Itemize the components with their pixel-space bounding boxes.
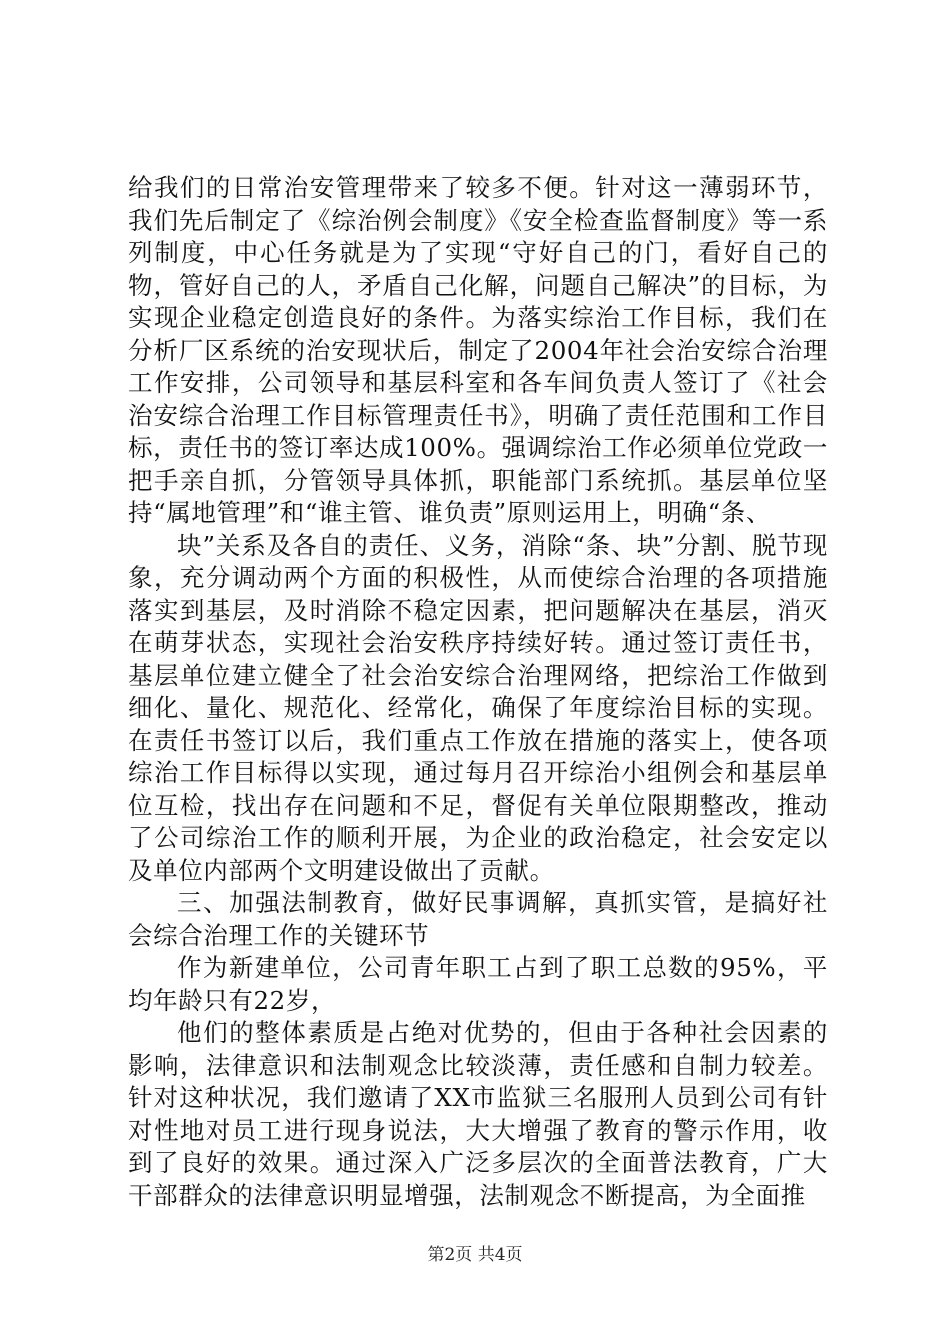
document-body [128,172,828,1212]
paragraph-1: 给我们的日常治安管理带来了较多不便。针对这一薄弱环节，我们先后制定了《综治例会制度》《安全检查监督制度》等一系列制度，中心任务就是为了实现“守好自己的门，看好自己的物，管好自己的人，矛盾自己化解，问题自己解决”的目标，为实现企业稳定创造良好的条件。为落实综治工作目标，我们在分析厂区系统的治安现状后，制定了2004年社会治安综合治理工作安排，公司领导和基层科室和各车间负责人签订了《社会治安综合治理工作目标管理责任书》，明确了责任范围和工作目标，责任书的签订率达成100%。强调综治工作必须单位党政一把手亲自抓，分管领导具体抓，职能部门系统抓。基层单位坚持“属地管理”和“谁主管、谁负责”原则运用上，明确“条、 [128,173,828,527]
paragraph-4: 他们的整体素质是占绝对优势的，但由于各种社会因素的影响，法律意识和法制观念比较淡薄，责任感和自制力较差。针对这种状况，我们邀请了XX市监狱三名服刑人员到公司有针对性地对员工进行现身说法，大大增强了教育的警示作用，收到了良好的效果。通过深入广泛多层次的全面普法教育，广大干部群众的法律意识明显增强，法制观念不断提高，为全面推 [128,1018,828,1210]
paragraph-3: 作为新建单位，公司青年职工占到了职工总数的95%，平均年龄只有22岁， [128,953,828,1015]
paragraph-2: 块”关系及各自的责任、义务，消除“条、块”分割、脱节现象，充分调动两个方面的积极性，从而使综合治理的各项措施落实到基层，及时消除不稳定因素，把问题解决在基层，消灭在萌芽状态，实现社会治安秩序持续好转。通过签订责任书，基层单位建立健全了社会治安综合治理网络，把综治工作做到细化、量化、规范化、经常化，确保了年度综治目标的实现。在责任书签订以后，我们重点工作放在措施的落实上，使各项综治工作目标得以实现，通过每月召开综治小组例会和基层单位互检，找出存在问题和不足，督促有关单位限期整改，推动了公司综治工作的顺利开展，为企业的政治稳定，社会安定以及单位内部两个文明建设做出了贡献。 [128,530,828,885]
page-number-footer: 第2页 共4页 [427,1245,523,1265]
section-heading: 三、加强法制教育，做好民事调解，真抓实管，是搞好社会综合治理工作的关键环节 [128,888,828,950]
